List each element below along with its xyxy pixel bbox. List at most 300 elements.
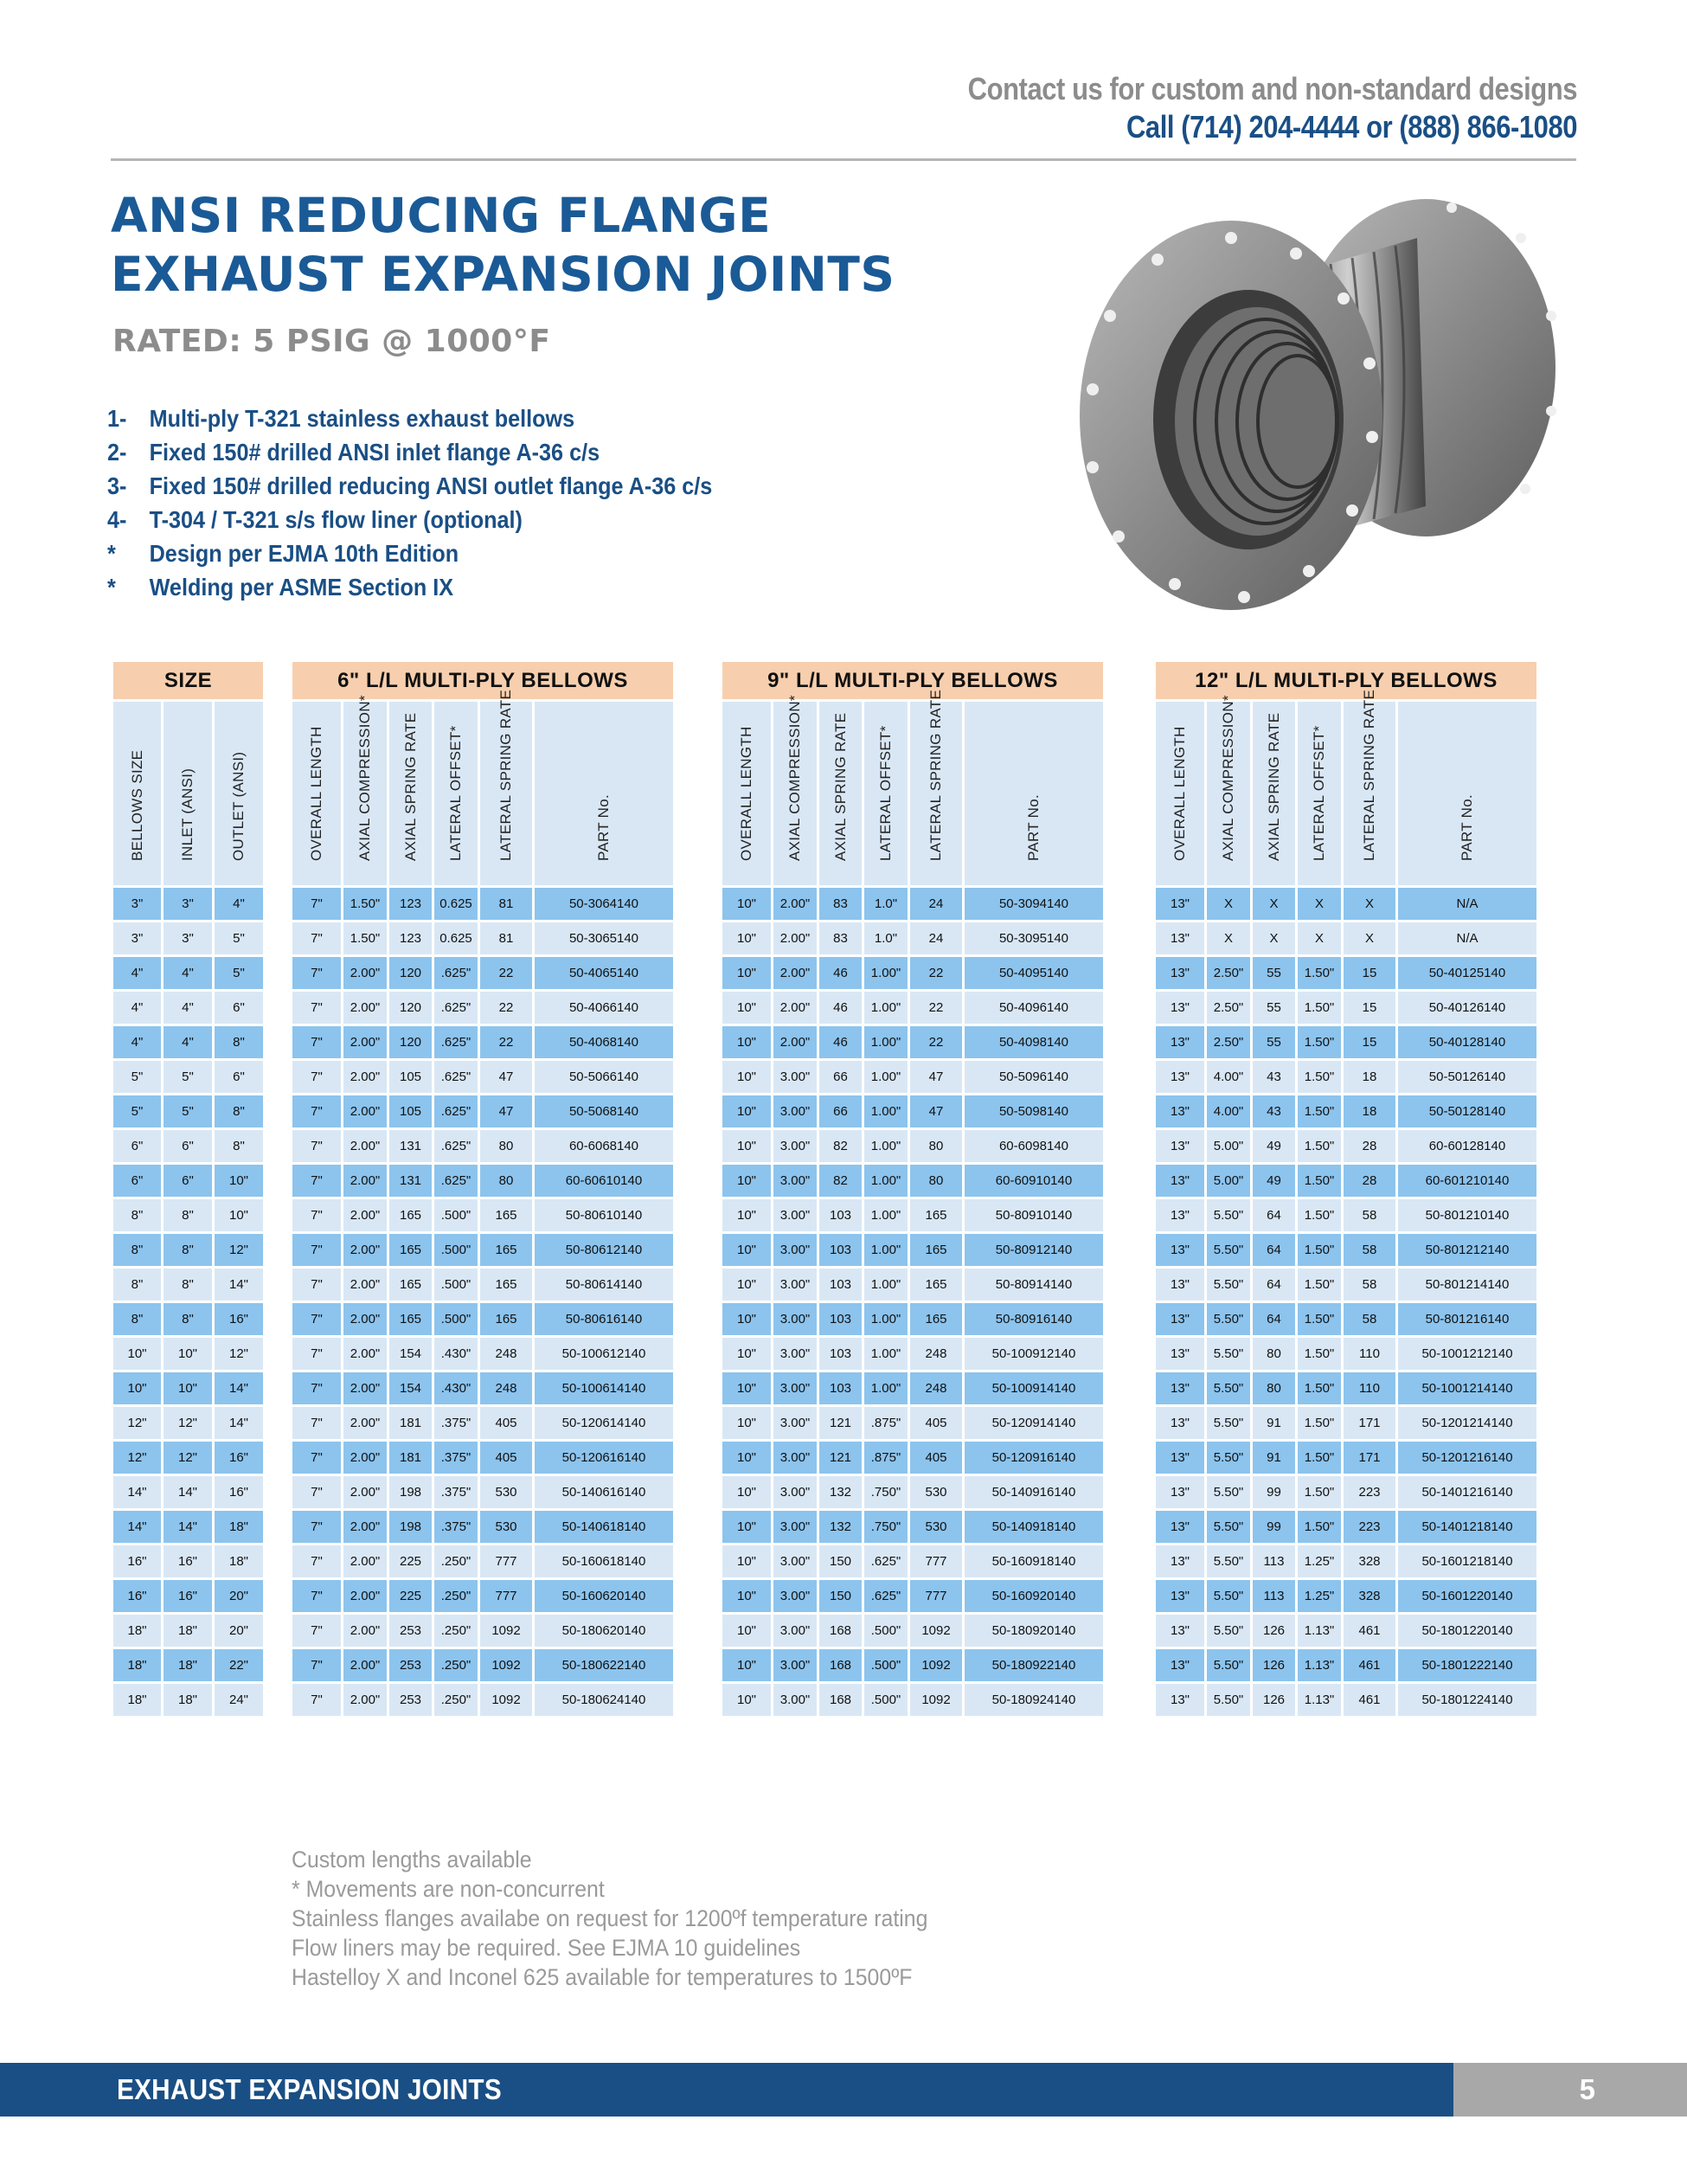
table-cell: 8" — [215, 1026, 263, 1058]
table-cell: 58 — [1344, 1303, 1395, 1335]
table-cell: 43 — [1253, 1095, 1295, 1127]
table-cell: 28 — [1344, 1130, 1395, 1162]
table-cell: 6" — [164, 1130, 212, 1162]
table-cell: 55 — [1253, 1026, 1295, 1058]
table-cell: .500" — [864, 1684, 908, 1716]
feature-text: Fixed 150# drilled reducing ANSI outlet flange A-36 c/s — [149, 472, 713, 499]
table-cell: 46 — [819, 1026, 862, 1058]
col-inlet: INLET (ANSI) — [164, 702, 212, 885]
table-cell: 50-120914140 — [965, 1407, 1103, 1439]
table-row — [1156, 1338, 1536, 1370]
table-row — [722, 957, 1103, 989]
table-cell: 50-4096140 — [965, 992, 1103, 1024]
table-cell: 10" — [722, 1442, 771, 1474]
table-cell: 13" — [1156, 922, 1204, 954]
table-cell: 1.50" — [1298, 1234, 1341, 1266]
feature-list — [107, 401, 779, 604]
table-cell: 121 — [819, 1442, 862, 1474]
table-cell: 1.50" — [1298, 1130, 1341, 1162]
table-cell: .625" — [434, 1130, 478, 1162]
table-cell: 2.50" — [1207, 992, 1250, 1024]
table-cell: .500" — [434, 1269, 478, 1301]
table-cell: 3" — [113, 888, 161, 920]
table-cell: 10" — [722, 1165, 771, 1197]
table-cell: 50-1601220140 — [1398, 1580, 1536, 1612]
col-axial-compression: AXIAL COMPRESSION* — [343, 702, 387, 885]
table-row — [1156, 922, 1536, 954]
table-cell: 50-3064140 — [535, 888, 673, 920]
table-cell: .430" — [434, 1372, 478, 1404]
table-row — [113, 888, 263, 920]
table-cell: 13" — [1156, 1199, 1204, 1231]
table-cell: 50-120916140 — [965, 1442, 1103, 1474]
table-cell: 50-50126140 — [1398, 1061, 1536, 1093]
table-cell: 530 — [910, 1511, 962, 1543]
feature-item — [107, 570, 712, 604]
table-cell: 126 — [1253, 1649, 1295, 1681]
table-cell: 1092 — [910, 1649, 962, 1681]
table-cell: 50-5098140 — [965, 1095, 1103, 1127]
table-row — [292, 1061, 673, 1093]
table-cell: 24 — [910, 922, 962, 954]
table-cell: 1.50" — [1298, 1511, 1341, 1543]
table-cell: 43 — [1253, 1061, 1295, 1093]
table-cell: 47 — [480, 1061, 532, 1093]
table-row — [1156, 1130, 1536, 1162]
feature-number: 1- — [107, 405, 127, 432]
size-table — [111, 659, 266, 1718]
table-row — [722, 1407, 1103, 1439]
table-cell: 47 — [480, 1095, 532, 1127]
table-row — [722, 888, 1103, 920]
table-cell: .500" — [434, 1199, 478, 1231]
table-cell: 150 — [819, 1580, 862, 1612]
table-cell: .625" — [434, 1061, 478, 1093]
feature-text: Fixed 150# drilled ANSI inlet flange A-36 c/s — [149, 439, 600, 466]
table-cell: 168 — [819, 1649, 862, 1681]
col-overall-length: OVERALL LENGTH — [1156, 702, 1204, 885]
table-cell: 5" — [164, 1095, 212, 1127]
table-row — [722, 1511, 1103, 1543]
table-row — [1156, 1615, 1536, 1647]
table-row — [113, 1511, 263, 1543]
table-row — [292, 1615, 673, 1647]
feature-item — [107, 435, 712, 469]
table-cell: .375" — [434, 1511, 478, 1543]
table-row — [113, 957, 263, 989]
col-outlet: OUTLET (ANSI) — [215, 702, 263, 885]
table-row — [1156, 1511, 1536, 1543]
table-cell: 1.13" — [1298, 1684, 1341, 1716]
table-cell: 461 — [1344, 1684, 1395, 1716]
table-cell: X — [1344, 922, 1395, 954]
table-cell: 10" — [722, 1338, 771, 1370]
table-row — [113, 1165, 263, 1197]
table-cell: 2.00" — [343, 1615, 387, 1647]
table-cell: 7" — [292, 992, 341, 1024]
table-cell: .625" — [434, 1165, 478, 1197]
table-cell: 46 — [819, 957, 862, 989]
table-cell: 7" — [292, 1130, 341, 1162]
table-cell: 13" — [1156, 888, 1204, 920]
table-cell: .250" — [434, 1615, 478, 1647]
table-cell: 13" — [1156, 1684, 1204, 1716]
table-cell: 80 — [910, 1165, 962, 1197]
table-row — [722, 1026, 1103, 1058]
table-row — [1156, 1649, 1536, 1681]
table-cell: 1.50" — [1298, 1269, 1341, 1301]
table-cell: 3.00" — [773, 1095, 817, 1127]
table-cell: 50-180922140 — [965, 1649, 1103, 1681]
table-cell: 10" — [722, 922, 771, 954]
table-row — [113, 1407, 263, 1439]
table-cell: 2.00" — [773, 992, 817, 1024]
table-cell: 5.50" — [1207, 1684, 1250, 1716]
table-cell: .250" — [434, 1580, 478, 1612]
table-row — [113, 1372, 263, 1404]
table-row — [292, 1372, 673, 1404]
table-cell: 225 — [389, 1545, 432, 1577]
table-cell: 777 — [480, 1580, 532, 1612]
table-cell: 7" — [292, 1234, 341, 1266]
table-cell: 10" — [722, 1061, 771, 1093]
table-cell: 10" — [722, 1130, 771, 1162]
table-cell: 1.50" — [1298, 992, 1341, 1024]
table-cell: 3.00" — [773, 1684, 817, 1716]
table-cell: 64 — [1253, 1269, 1295, 1301]
table-cell: 1.50" — [343, 888, 387, 920]
table-cell: 3.00" — [773, 1372, 817, 1404]
table-cell: 50-4098140 — [965, 1026, 1103, 1058]
table-cell: 18 — [1344, 1061, 1395, 1093]
bellows-table-12 — [1153, 659, 1539, 1718]
table-cell: 2.00" — [343, 1234, 387, 1266]
table-cell: 50-4066140 — [535, 992, 673, 1024]
table-cell: 248 — [910, 1338, 962, 1370]
table-cell: 80 — [1253, 1372, 1295, 1404]
table-cell: 50-4095140 — [965, 957, 1103, 989]
table-cell: 1.25" — [1298, 1580, 1341, 1612]
table-cell: 50-160620140 — [535, 1580, 673, 1612]
table-cell: 66 — [819, 1061, 862, 1093]
page-number-box — [1453, 2063, 1687, 2117]
table-cell: 4" — [164, 1026, 212, 1058]
table-cell: 50-1001214140 — [1398, 1372, 1536, 1404]
table-cell: 1.00" — [864, 1199, 908, 1231]
table-cell: 8" — [113, 1303, 161, 1335]
table-cell: 50-801214140 — [1398, 1269, 1536, 1301]
table-cell: 50-3094140 — [965, 888, 1103, 920]
footnote-line: Hastelloy X and Inconel 625 available for temperatures to 1500ºF — [292, 1964, 913, 1990]
table-row — [113, 1545, 263, 1577]
table-row — [113, 1684, 263, 1716]
table-cell: 58 — [1344, 1234, 1395, 1266]
table-cell: 3.00" — [773, 1338, 817, 1370]
table-cell: 198 — [389, 1511, 432, 1543]
table-cell: 1.00" — [864, 1165, 908, 1197]
table-row — [113, 1026, 263, 1058]
table-cell: 10" — [722, 1026, 771, 1058]
table-cell: 4" — [215, 888, 263, 920]
table-cell: 5.50" — [1207, 1234, 1250, 1266]
table-cell: 16" — [113, 1580, 161, 1612]
table-cell: 5" — [113, 1061, 161, 1093]
feature-number: * — [107, 540, 116, 567]
table-cell: 2.00" — [343, 1199, 387, 1231]
col-lateral-offset: LATERAL OFFSET* — [864, 702, 908, 885]
table-cell: 253 — [389, 1649, 432, 1681]
table-cell: 5" — [113, 1095, 161, 1127]
table-cell: 14" — [164, 1476, 212, 1508]
table-cell: 2.00" — [343, 1130, 387, 1162]
table-cell: 123 — [389, 922, 432, 954]
col-axial-spring-rate: AXIAL SPRING RATE — [389, 702, 432, 885]
table-cell: 10" — [722, 1476, 771, 1508]
table-cell: 5.50" — [1207, 1545, 1250, 1577]
table-cell: 10" — [722, 1511, 771, 1543]
table-row — [722, 1442, 1103, 1474]
table-cell: 1.00" — [864, 1234, 908, 1266]
table-row — [1156, 992, 1536, 1024]
table-cell: 18 — [1344, 1095, 1395, 1127]
table-cell: X — [1253, 922, 1295, 954]
table-cell: 8" — [215, 1130, 263, 1162]
table-cell: 1.50" — [1298, 1165, 1341, 1197]
table-cell: 1.50" — [1298, 1372, 1341, 1404]
table-cell: 50-140916140 — [965, 1476, 1103, 1508]
table-cell: 103 — [819, 1199, 862, 1231]
footer-title: EXHAUST EXPANSION JOINTS — [117, 2073, 502, 2105]
table-cell: .430" — [434, 1338, 478, 1370]
table-row — [292, 888, 673, 920]
table-row — [1156, 1372, 1536, 1404]
table-cell: 10" — [722, 888, 771, 920]
table-cell: X — [1344, 888, 1395, 920]
table-cell: 13" — [1156, 1407, 1204, 1439]
table-cell: 1.00" — [864, 992, 908, 1024]
table-cell: 13" — [1156, 1545, 1204, 1577]
table-row — [1156, 1407, 1536, 1439]
table-cell: 1.00" — [864, 1338, 908, 1370]
table-cell: 13" — [1156, 1372, 1204, 1404]
table-cell: 328 — [1344, 1545, 1395, 1577]
table-cell: 13" — [1156, 1269, 1204, 1301]
table-cell: 50-100614140 — [535, 1372, 673, 1404]
table-cell: 328 — [1344, 1580, 1395, 1612]
table-cell: 7" — [292, 1545, 341, 1577]
table-row — [113, 1442, 263, 1474]
table-row — [722, 1234, 1103, 1266]
table-cell: 5.50" — [1207, 1615, 1250, 1647]
table-cell: .500" — [864, 1615, 908, 1647]
col-overall-length: OVERALL LENGTH — [722, 702, 771, 885]
table-cell: 3" — [164, 922, 212, 954]
table-cell: 10" — [722, 1234, 771, 1266]
table-cell: 64 — [1253, 1199, 1295, 1231]
table-row — [113, 922, 263, 954]
table-cell: X — [1253, 888, 1295, 920]
table-cell: 405 — [910, 1442, 962, 1474]
table-cell: 132 — [819, 1476, 862, 1508]
table-cell: 0.625 — [434, 888, 478, 920]
table-cell: 5" — [215, 957, 263, 989]
table-cell: 50-40126140 — [1398, 992, 1536, 1024]
table-cell: 113 — [1253, 1545, 1295, 1577]
table-cell: 4.00" — [1207, 1061, 1250, 1093]
table-row — [113, 992, 263, 1024]
table-cell: 80 — [480, 1130, 532, 1162]
table-cell: 8" — [113, 1199, 161, 1231]
table-cell: .375" — [434, 1442, 478, 1474]
feature-item — [107, 536, 712, 570]
table-cell: 3.00" — [773, 1649, 817, 1681]
table-cell: 1092 — [910, 1684, 962, 1716]
table-cell: 14" — [113, 1476, 161, 1508]
table-cell: 50-120614140 — [535, 1407, 673, 1439]
table-cell: 50-3065140 — [535, 922, 673, 954]
table-cell: 50-1801220140 — [1398, 1615, 1536, 1647]
table-row — [292, 1545, 673, 1577]
footnote-line: Flow liners may be required. See EJMA 10 guidelines — [292, 1935, 801, 1961]
table-cell: .625" — [434, 992, 478, 1024]
table-cell: 50-180920140 — [965, 1615, 1103, 1647]
table-cell: 2.50" — [1207, 957, 1250, 989]
table-cell: 99 — [1253, 1511, 1295, 1543]
table-cell: 777 — [910, 1545, 962, 1577]
contact-block — [869, 71, 1577, 145]
phone-line[interactable]: Call (714) 204-4444 or (888) 866-1080 — [1126, 109, 1577, 145]
table-cell: 81 — [480, 922, 532, 954]
table-cell: 50-1601218140 — [1398, 1545, 1536, 1577]
table-cell: 2.00" — [343, 992, 387, 1024]
table-row — [113, 1649, 263, 1681]
table-cell: .625" — [864, 1545, 908, 1577]
table-cell: 1.0" — [864, 922, 908, 954]
contact-line: Contact us for custom and non-standard designs — [967, 71, 1577, 106]
table-cell: 1.50" — [1298, 957, 1341, 989]
table-cell: 165 — [389, 1199, 432, 1231]
table-row — [722, 1684, 1103, 1716]
bellows-header: 9" L/L MULTI-PLY BELLOWS — [722, 662, 1103, 699]
table-cell: 7" — [292, 1442, 341, 1474]
table-cell: 1.00" — [864, 1269, 908, 1301]
table-cell: 13" — [1156, 1130, 1204, 1162]
table-cell: .875" — [864, 1407, 908, 1439]
table-cell: 777 — [480, 1545, 532, 1577]
table-row — [722, 992, 1103, 1024]
table-row — [722, 1580, 1103, 1612]
table-cell: 50-140618140 — [535, 1511, 673, 1543]
table-cell: 66 — [819, 1095, 862, 1127]
table-cell: 3.00" — [773, 1199, 817, 1231]
table-cell: 253 — [389, 1615, 432, 1647]
table-cell: 1.0" — [864, 888, 908, 920]
footnote-line: Custom lengths available — [292, 1847, 532, 1872]
table-cell: .625" — [864, 1580, 908, 1612]
table-cell: 103 — [819, 1338, 862, 1370]
table-row — [292, 1165, 673, 1197]
table-cell: 1.50" — [1298, 1338, 1341, 1370]
table-cell: X — [1298, 922, 1341, 954]
table-cell: 7" — [292, 1199, 341, 1231]
table-cell: 50-1401218140 — [1398, 1511, 1536, 1543]
table-cell: 82 — [819, 1130, 862, 1162]
table-cell: 10" — [722, 992, 771, 1024]
table-cell: 10" — [722, 1615, 771, 1647]
table-cell: 7" — [292, 957, 341, 989]
table-row — [1156, 1026, 1536, 1058]
table-cell: 14" — [164, 1511, 212, 1543]
table-cell: 4" — [164, 957, 212, 989]
table-cell: 18" — [113, 1615, 161, 1647]
table-row — [1156, 888, 1536, 920]
table-cell: 154 — [389, 1372, 432, 1404]
table-cell: 83 — [819, 922, 862, 954]
table-cell: 50-160918140 — [965, 1545, 1103, 1577]
table-cell: 126 — [1253, 1615, 1295, 1647]
table-cell: 22" — [215, 1649, 263, 1681]
table-row — [113, 1476, 263, 1508]
table-row — [1156, 1303, 1536, 1335]
product-image — [1054, 186, 1573, 619]
table-row — [113, 1580, 263, 1612]
table-cell: 154 — [389, 1338, 432, 1370]
table-cell: .250" — [434, 1545, 478, 1577]
table-cell: 14" — [215, 1372, 263, 1404]
table-cell: 18" — [113, 1684, 161, 1716]
table-cell: 10" — [722, 1407, 771, 1439]
table-cell: 165 — [910, 1269, 962, 1301]
table-cell: 171 — [1344, 1407, 1395, 1439]
table-cell: 4" — [113, 957, 161, 989]
table-cell: 165 — [480, 1269, 532, 1301]
table-row — [722, 1615, 1103, 1647]
table-cell: 103 — [819, 1269, 862, 1301]
table-cell: 13" — [1156, 1511, 1204, 1543]
table-cell: 461 — [1344, 1615, 1395, 1647]
table-cell: 12" — [215, 1338, 263, 1370]
table-row — [292, 1303, 673, 1335]
table-row — [292, 1511, 673, 1543]
table-row — [113, 1303, 263, 1335]
table-row — [292, 1234, 673, 1266]
feature-number: 2- — [107, 439, 127, 466]
table-cell: 3.00" — [773, 1234, 817, 1266]
table-row — [1156, 1684, 1536, 1716]
table-cell: 8" — [164, 1269, 212, 1301]
col-axial-compression: AXIAL COMPRESSION* — [773, 702, 817, 885]
table-cell: 2.00" — [343, 1165, 387, 1197]
table-row — [1156, 1165, 1536, 1197]
table-cell: 121 — [819, 1407, 862, 1439]
table-cell: 50-100612140 — [535, 1338, 673, 1370]
table-cell: .875" — [864, 1442, 908, 1474]
table-cell: 10" — [113, 1338, 161, 1370]
table-cell: 3" — [164, 888, 212, 920]
table-cell: 3.00" — [773, 1407, 817, 1439]
table-cell: 1.00" — [864, 1372, 908, 1404]
table-cell: 20" — [215, 1615, 263, 1647]
table-cell: 1.00" — [864, 1303, 908, 1335]
table-cell: 24 — [910, 888, 962, 920]
col-lateral-offset: LATERAL OFFSET* — [434, 702, 478, 885]
table-row — [292, 992, 673, 1024]
feature-text: T-304 / T-321 s/s flow liner (optional) — [149, 506, 523, 533]
table-cell: 2.00" — [773, 888, 817, 920]
table-cell: 3.00" — [773, 1269, 817, 1301]
table-cell: 150 — [819, 1545, 862, 1577]
table-row — [292, 1130, 673, 1162]
